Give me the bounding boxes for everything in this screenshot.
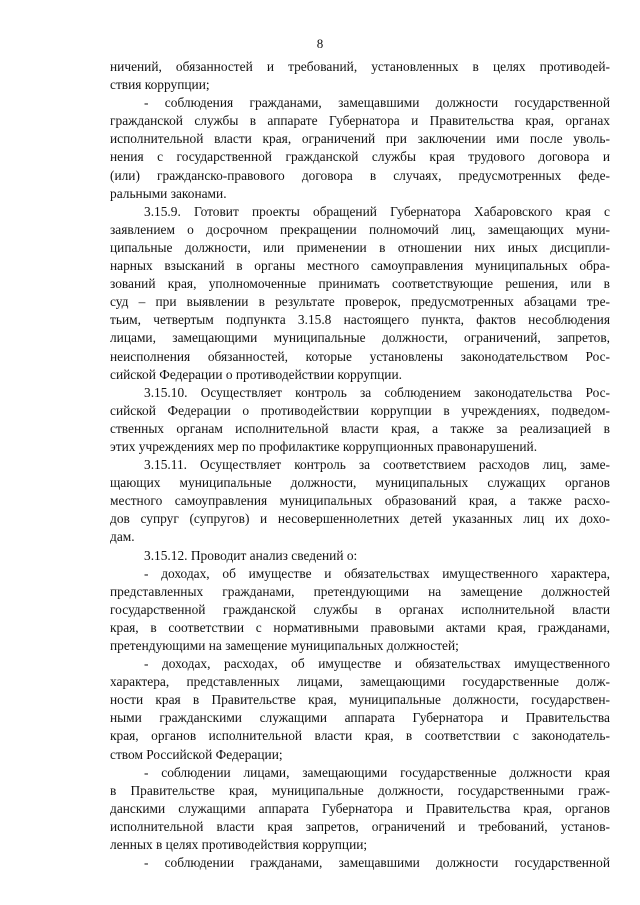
text-line: ральными законами. (110, 185, 227, 201)
text-line: края, органов исполнительной власти края, в соответствии с законодатель- (110, 728, 610, 744)
text-line: ством Российской Федерации; (110, 746, 283, 762)
text-line: ными гражданскими служащими аппарата Губернатора и Правительства (110, 710, 610, 726)
document-body (110, 58, 610, 872)
text-line: 3.15.11. Осуществляет контроль за соответствием расходов лиц, заме- (144, 457, 610, 473)
text-line: тьим, четвертым подпункта 3.15.8 настоящего пункта, фактов несоблюдения (110, 312, 610, 328)
text-line: суд – при выявлении в результате проверок, предусмотренных абзацами тре- (110, 294, 610, 310)
page-number: 8 (316, 36, 324, 51)
text-line: сийской Федерации о противодействии коррупции. (110, 366, 402, 382)
text-line: ственных органам исполнительной власти края, а также за реализацией в (110, 420, 610, 436)
text-line: щающих муниципальные должности, муниципальных служащих органов (110, 475, 610, 491)
text-line: зований края, уполномоченные принимать соответствующие решения, или в (110, 276, 610, 292)
text-line: ципальные должности, или применении в отношении них иных дисципли- (110, 239, 610, 255)
text-line: края, в соответствии с нормативными правовыми актами края, гражданами, (110, 619, 610, 635)
text-line: - доходах, расходах, об имуществе и обязательствах имущественного (144, 656, 610, 672)
text-line: - соблюдении лицами, замещающими государственные должности края (144, 764, 610, 780)
text-line: заявлением о досрочном прекращении полномочий лиц, замещающих муни- (110, 221, 610, 237)
text-line: исполнительной власти края, ограничений при заключении ими после уволь- (110, 131, 610, 147)
text-line: претендующими на замещение муниципальных должностей; (110, 638, 459, 653)
text-line: дов супруг (супругов) и несовершеннолетних детей указанных лиц их дохо- (110, 511, 610, 527)
text-line: гражданской службы в аппарате Губернатора и Правительства края, органах (110, 113, 610, 129)
text-line: исполнительной власти края запретов, ограничений и требований, установ- (110, 818, 610, 834)
text-line: представленных гражданами, претендующими на замещение должностей (110, 583, 610, 599)
text-line: - соблюдения гражданами, замещавшими должности государственной (144, 95, 610, 111)
text-line: (или) гражданско-правового договора в случаях, предусмотренных феде- (110, 167, 610, 183)
text-line: лицами, замещающими муниципальные должности, ограничений, запретов, (110, 330, 610, 346)
text-line: - доходах, об имуществе и обязательствах имущественного характера, (144, 565, 610, 581)
text-line: нарных взысканий в органы местного самоуправления муниципальных обра- (110, 258, 610, 274)
text-line: в Правительстве края, муниципальные должности, государственными граж- (110, 782, 610, 798)
text-line: данскими служащими аппарата Губернатора и Правительства края, органов (110, 800, 610, 816)
text-line: этих учреждениях мер по профилактике коррупционных правонарушений. (110, 438, 538, 454)
text-line: ленных в целях противодействия коррупции; (110, 837, 368, 853)
text-line: ности края в Правительстве края, муниципальные должности, государствен- (110, 692, 610, 708)
text-line: ствия коррупции; (110, 77, 210, 93)
text-line: 3.15.9. Готовит проекты обращений Губернатора Хабаровского края с (144, 203, 610, 219)
text-line: дам. (110, 529, 135, 545)
text-line: 3.15.10. Осуществляет контроль за соблюдением законодательства Рос- (144, 384, 610, 400)
text-line: государственной гражданской службы в органах исполнительной власти (110, 601, 610, 617)
text-line: 3.15.12. Проводит анализ сведений о: (144, 547, 358, 563)
text-line: нения с государственной гражданской службы края трудового договора и (110, 149, 610, 165)
text-line: сийской Федерации о противодействии коррупции в учреждениях, подведом- (110, 402, 610, 418)
text-line: ничений, обязанностей и требований, установленных в целях противодей- (110, 59, 610, 74)
text-line: характера, представленных лицами, замещающими государственные долж- (110, 674, 610, 690)
text-line: местного самоуправления муниципальных образований края, а также расхо- (110, 493, 610, 509)
text-line: неисполнения обязанностей, которые установлены законодательством Рос- (110, 348, 610, 364)
text-line: - соблюдении гражданами, замещавшими должности государственной (144, 855, 610, 871)
